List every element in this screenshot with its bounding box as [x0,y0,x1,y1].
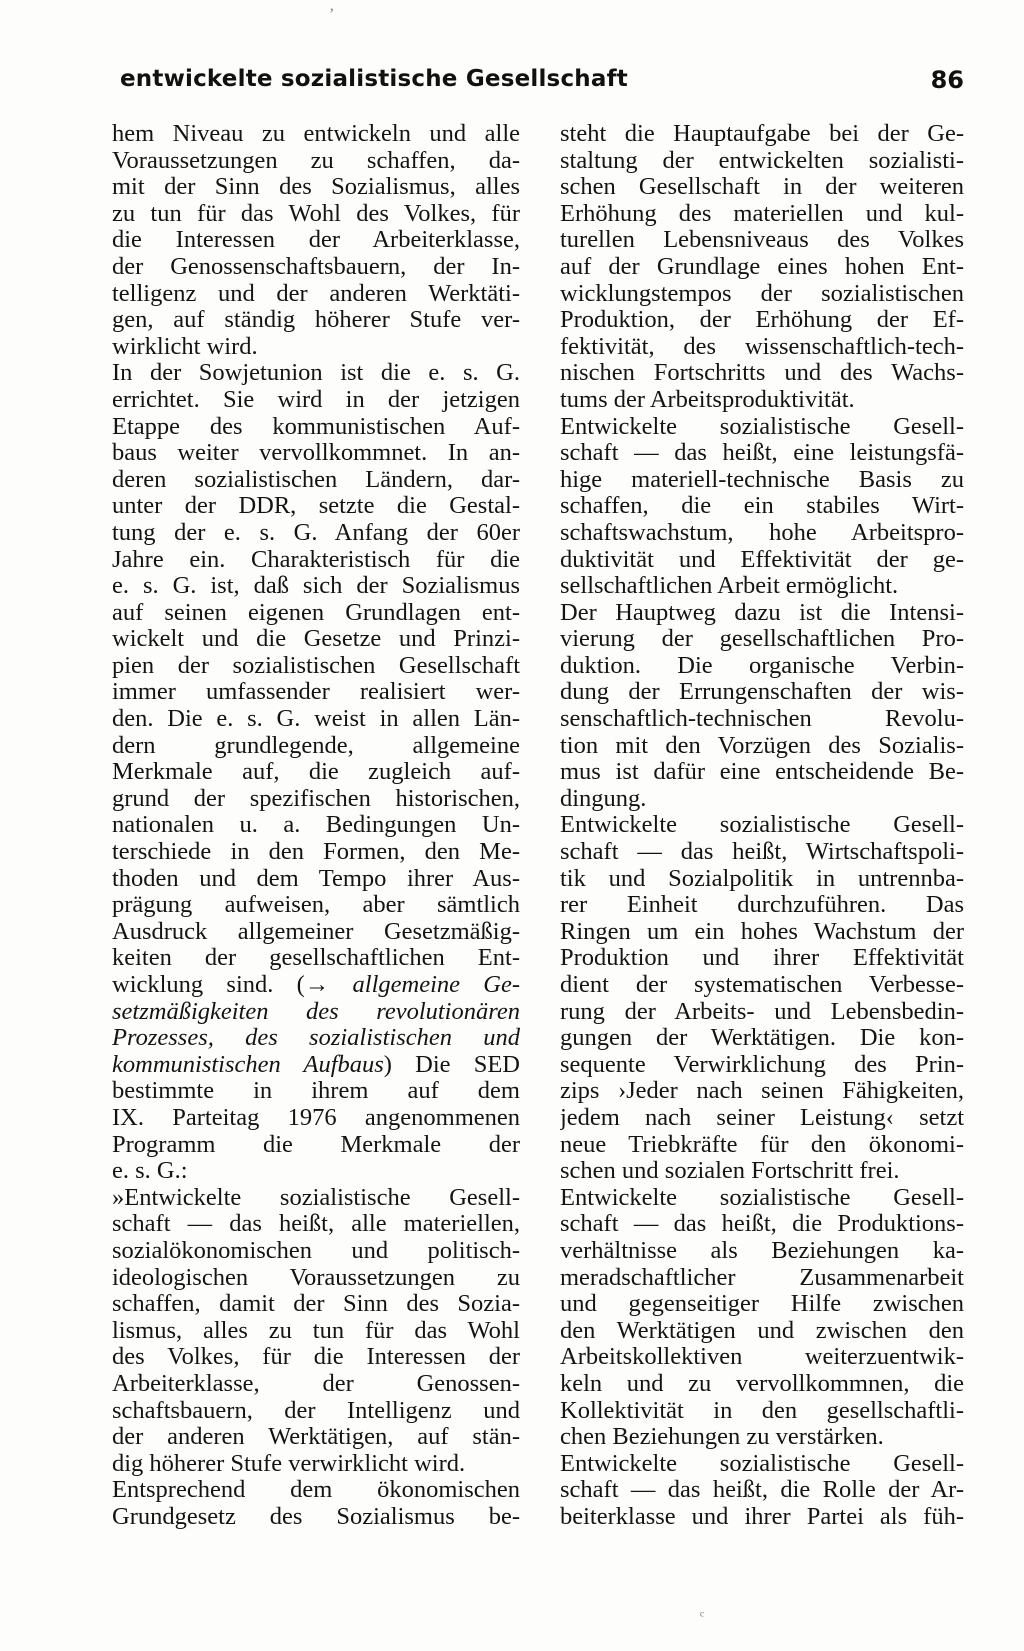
text-line: Erhöhung des materiellen und kul- [560,200,964,227]
text-line: staltung der entwickelten sozialisti- [560,147,964,174]
text-line: chen Beziehungen zu verstärken. [560,1423,884,1451]
right-text-column [560,121,964,1530]
text-line: Entwickelte sozialistische Gesell- [560,1184,964,1211]
text-line: Merkmale auf, die zugleich auf- [112,759,520,786]
text-line: auf der Grundlage eines hohen Ent- [560,253,964,280]
left-text-column [112,121,520,1530]
page-header [120,66,970,102]
text-line: Entwickelte sozialistische Gesell- [560,413,964,440]
text-line: Ausdruck allgemeiner Gesetzmäßig- [112,918,520,945]
text-line: grund der spezifischen historischen, [112,785,520,812]
text-line: fektivität, des wissenschaftlich-tech- [560,333,964,360]
text-line: nationalen u. a. Bedingungen Un- [112,812,520,839]
text-line: schaft — das heißt, die Produktions- [560,1211,964,1238]
text-line: gen, auf ständig höherer Stufe ver- [112,307,520,334]
text-line: hem Niveau zu entwickeln und alle [112,121,520,147]
text-line: tums der Arbeitsproduktivität. [560,385,855,413]
text-line: tung der e. s. G. Anfang der 60er [112,519,520,546]
text-line: duktivität und Effektivität der ge- [560,546,964,573]
text-line: wirklicht wird. [112,332,258,360]
text-line: setzmäßigkeiten des revolutionären [112,998,520,1025]
text-line: sozialökonomischen und politisch- [112,1237,520,1264]
text-line: pien der sozialistischen Gesellschaft [112,652,520,679]
text-line: dient der systematischen Verbesse- [560,972,964,998]
text-line: gungen der Werktätigen. Die kon- [560,1025,964,1052]
text-line: Programm die Merkmale der [112,1131,520,1158]
text-line: unter der DDR, setzte die Gestal- [112,493,520,520]
text-line: neue Triebkräfte für den ökonomi- [560,1131,964,1158]
text-line: den. Die e. s. G. weist in allen Län- [112,706,520,733]
text-line: »Entwickelte sozialistische Gesell- [112,1184,520,1211]
text-line: errichtet. Sie wird in der jetzigen [112,386,520,413]
text-line: Voraussetzungen zu schaffen, da- [112,147,520,174]
text-line: e. s. G.: [112,1157,188,1185]
text-line: mit der Sinn des Sozialismus, alles [112,174,520,201]
text-line: wickelt und die Gesetze und Prinzi- [112,626,520,653]
text-line: Produktion und ihrer Effektivität [560,945,964,972]
scan-speck: ᶜ [700,1608,705,1625]
text-line: e. s. G. ist, daß sich der Sozialismus [112,573,520,600]
text-line: Kollektivität in den gesellschaftli- [560,1397,964,1424]
text-line: prägung aufweisen, aber sämtlich [112,892,520,919]
text-line: thoden und dem Tempo ihrer Aus- [112,865,520,892]
text-line: Arbeiterklasse, der Genossen- [112,1370,520,1397]
text-line: des Volkes, für die Interessen der [112,1344,520,1371]
text-line: der anderen Werktätigen, auf stän- [112,1424,520,1451]
text-line: terschiede in den Formen, den Me- [112,839,520,866]
scan-speck: ʼ [329,6,335,23]
text-line: auf seinen eigenen Grundlagen ent- [112,599,520,626]
text-line: dingung. [560,784,647,812]
text-line: die Interessen der Arbeiterklasse, [112,227,520,254]
text-line: ideologischen Voraussetzungen zu [112,1264,520,1291]
text-line: Etappe des kommunistischen Auf- [112,413,520,440]
text-line: steht die Hauptaufgabe bei der Ge- [560,121,964,147]
text-line: schaft — das heißt, die Rolle der Ar- [560,1477,964,1504]
text-line: schen Gesellschaft in der weiteren [560,174,964,201]
text-line: Grundgesetz des Sozialismus be- [112,1503,520,1530]
text-line: zips ›Jeder nach seinen Fähigkeiten, [560,1078,964,1105]
text-line: schaftswachstum, hohe Arbeitspro- [560,519,964,546]
text-line: telligenz und der anderen Werktäti- [112,280,520,307]
text-line: vierung der gesellschaftlichen Pro- [560,626,964,653]
page-number: 86 [930,66,964,94]
text-line: Entwickelte sozialistische Gesell- [560,1450,964,1477]
text-line: senschaftlich-technischen Revolu- [560,706,964,733]
text-line: keiten der gesellschaftlichen Ent- [112,945,520,972]
text-line: sellschaftlichen Arbeit ermöglicht. [560,572,899,600]
text-line: schen und sozialen Fortschritt frei. [560,1157,900,1185]
text-line: IX. Parteitag 1976 angenommenen [112,1104,520,1131]
text-line: den Werktätigen und zwischen den [560,1317,964,1344]
text-line: tion mit den Vorzügen des Sozialis- [560,732,964,759]
text-line: wicklungstempos der sozialistischen [560,280,964,307]
text-line: jedem nach seiner Leistung‹ setzt [560,1104,964,1131]
text-line: nischen Fortschritts und des Wachs- [560,360,964,387]
text-line: schaft — das heißt, alle materiellen, [112,1211,520,1238]
text-line: bestimmte in ihrem auf dem [112,1078,520,1105]
text-line: keln und zu vervollkommnen, die [560,1370,964,1397]
text-line: Produktion, der Erhöhung der Ef- [560,307,964,334]
text-line: schaft — das heißt, eine leistungsfä- [560,440,964,467]
text-line: Entsprechend dem ökonomischen [112,1477,520,1504]
text-line: rer Einheit durchzuführen. Das [560,892,964,919]
text-line: Arbeitskollektiven weiterzuentwik- [560,1344,964,1371]
text-line: deren sozialistischen Ländern, dar- [112,466,520,493]
text-line: rung der Arbeits- und Lebensbedin- [560,998,964,1025]
text-line: In der Sowjetunion ist die e. s. G. [112,360,520,387]
text-line: hige materiell-technische Basis zu [560,466,964,493]
text-line: und gegenseitiger Hilfe zwischen [560,1291,964,1318]
text-line: dig höherer Stufe verwirklicht wird. [112,1449,466,1477]
text-line: Der Hauptweg dazu ist die Intensi- [560,599,964,626]
text-line: turellen Lebensniveaus des Volkes [560,227,964,254]
text-line: schaft — das heißt, Wirtschaftspoli- [560,839,964,866]
text-line: beiterklasse und ihrer Partei als füh- [560,1503,964,1530]
text-line: lismus, alles zu tun für das Wohl [112,1317,520,1344]
text-line: Jahre ein. Charakteristisch für die [112,546,520,573]
text-line: Prozesses, des sozialistischen und [112,1025,520,1052]
text-line: dern grundlegende, allgemeine [112,732,520,759]
text-line: mus ist dafür eine entscheidende Be- [560,759,964,786]
text-line: sequente Verwirklichung des Prin- [560,1051,964,1078]
text-line: Ringen um ein hohes Wachstum der [560,918,964,945]
text-line: tik und Sozialpolitik in untrennba- [560,865,964,892]
text-line: duktion. Die organische Verbin- [560,652,964,679]
text-line: schaftsbauern, der Intelligenz und [112,1397,520,1424]
text-line: baus weiter vervollkommnet. In an- [112,440,520,467]
text-line: immer umfassender realisiert wer- [112,679,520,706]
text-line: meradschaftlicher Zusammenarbeit [560,1264,964,1291]
text-line: der Genossenschaftsbauern, der In- [112,253,520,280]
text-line: kommunistischen Aufbaus) Die SED [112,1051,520,1078]
text-line: verhältnisse als Beziehungen ka- [560,1237,964,1264]
text-line: schaffen, damit der Sinn des Sozia- [112,1291,520,1318]
text-line: schaffen, die ein stabiles Wirt- [560,493,964,520]
text-line: Entwickelte sozialistische Gesell- [560,812,964,839]
running-head-title: entwickelte sozialistische Gesellschaft [120,66,628,92]
text-line: zu tun für das Wohl des Volkes, für [112,200,520,227]
text-line: dung der Errungenschaften der wis- [560,679,964,706]
text-line: wicklung sind. (→ allgemeine Ge- [112,972,520,998]
